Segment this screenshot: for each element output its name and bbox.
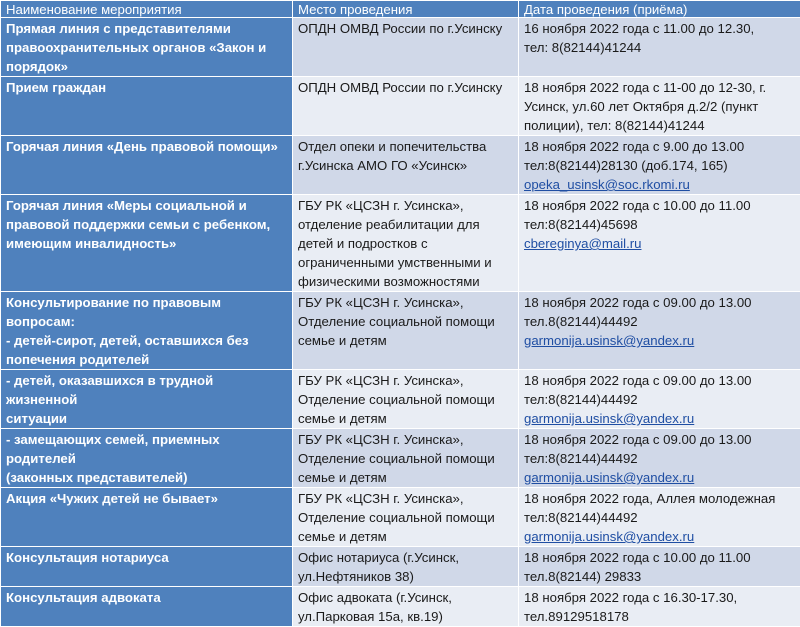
event-name-cell-line: - детей-сирот, детей, оставшихся без (6, 331, 287, 350)
email-link[interactable]: garmonija.usinsk@yandex.ru (524, 331, 795, 350)
event-name-cell (1, 195, 293, 292)
place-cell-line: ограниченными умственными и (298, 253, 513, 272)
event-name-cell-line: имеющим инвалидность» (6, 234, 287, 253)
date-cell-line: тел:8(82144)44492 (524, 449, 795, 468)
header-event: Наименование мероприятия (1, 1, 293, 18)
date-cell (519, 547, 800, 587)
event-name-cell (1, 429, 293, 488)
event-name-cell-line: Консультация адвоката (6, 588, 287, 607)
email-link[interactable]: garmonija.usinsk@yandex.ru (524, 409, 795, 428)
date-cell (519, 429, 800, 488)
place-cell-line: г.Усинска АМО ГО «Усинск» (298, 156, 513, 175)
email-link[interactable]: cbereginya@mail.ru (524, 234, 795, 253)
place-cell-line: Офис нотариуса (г.Усинск, (298, 548, 513, 567)
place-cell-line: ОПДН ОМВД России по г.Усинску (298, 78, 513, 97)
email-link[interactable]: garmonija.usinsk@yandex.ru (524, 527, 795, 546)
table-row (1, 136, 800, 195)
email-link[interactable]: garmonija.usinsk@yandex.ru (524, 468, 795, 487)
place-cell (293, 587, 519, 627)
date-cell-line: полиции), тел: 8(82144)41244 (524, 116, 795, 135)
event-name-cell (1, 136, 293, 195)
date-cell-line: тел: 8(82144)41244 (524, 38, 795, 57)
event-name-cell-line: (законных представителей) (6, 468, 287, 487)
date-cell-line: тел.8(82144) 29833 (524, 567, 795, 586)
table-row (1, 292, 800, 370)
date-cell-line: 18 ноября 2022 года с 11-00 до 12-30, г. (524, 78, 795, 97)
place-cell-line: ГБУ РК «ЦСЗН г. Усинска», (298, 489, 513, 508)
event-name-cell-line: Прямая линия с представителями (6, 19, 287, 38)
date-cell-line: Усинск, ул.60 лет Октября д.2/2 (пункт (524, 97, 795, 116)
header-place: Место проведения (293, 1, 519, 18)
event-name-cell (1, 547, 293, 587)
date-cell-line: 18 ноября 2022 года с 16.30-17.30, (524, 588, 795, 607)
table-row (1, 370, 800, 429)
date-cell (519, 77, 800, 136)
place-cell (293, 292, 519, 370)
event-name-cell-line: порядок» (6, 57, 287, 76)
place-cell-line: Отделение социальной помощи (298, 449, 513, 468)
place-cell (293, 195, 519, 292)
date-cell-line: 18 ноября 2022 года с 10.00 до 11.00 (524, 196, 795, 215)
place-cell-line: семье и детям (298, 527, 513, 546)
place-cell (293, 488, 519, 547)
table-row (1, 488, 800, 547)
date-cell-line: 18 ноября 2022 года с 09.00 до 13.00 (524, 371, 795, 390)
place-cell-line: ГБУ РК «ЦСЗН г. Усинска», (298, 371, 513, 390)
place-cell (293, 77, 519, 136)
event-name-cell (1, 292, 293, 370)
table-row (1, 587, 800, 627)
place-cell (293, 429, 519, 488)
place-cell-line: ГБУ РК «ЦСЗН г. Усинска», (298, 430, 513, 449)
date-cell-line: 16 ноября 2022 года с 11.00 до 12.30, (524, 19, 795, 38)
event-name-cell (1, 488, 293, 547)
email-link[interactable]: opeka_usinsk@soc.rkomi.ru (524, 175, 795, 194)
date-cell-line: 18 ноября 2022 года с 10.00 до 11.00 (524, 548, 795, 567)
place-cell (293, 136, 519, 195)
place-cell-line: семье и детям (298, 468, 513, 487)
place-cell-line: ул.Парковая 15а, кв.19) (298, 607, 513, 626)
date-cell (519, 136, 800, 195)
place-cell-line: ул.Нефтяников 38) (298, 567, 513, 586)
event-name-cell (1, 18, 293, 77)
place-cell-line: семье и детям (298, 409, 513, 428)
date-cell-line: 18 ноября 2022 года, Аллея молодежная (524, 489, 795, 508)
event-name-cell-line: Горячая линия «Меры социальной и (6, 196, 287, 215)
date-cell-line: тел:8(82144)44492 (524, 390, 795, 409)
event-name-cell-line: правовой поддержки семьи с ребенком, (6, 215, 287, 234)
date-cell-line: тел:8(82144)44492 (524, 508, 795, 527)
place-cell-line: Отделение социальной помощи (298, 312, 513, 331)
date-cell (519, 292, 800, 370)
place-cell-line: детей и подростков с (298, 234, 513, 253)
date-cell (519, 370, 800, 429)
date-cell-line: тел.89129518178 (524, 607, 795, 626)
event-name-cell-line: Акция «Чужих детей не бывает» (6, 489, 287, 508)
date-cell-line: тел:8(82144)45698 (524, 215, 795, 234)
place-cell-line: Отделение социальной помощи (298, 390, 513, 409)
date-cell (519, 488, 800, 547)
table-row (1, 547, 800, 587)
place-cell-line: Офис адвоката (г.Усинск, (298, 588, 513, 607)
event-name-cell-line: Горячая линия «День правовой помощи» (6, 137, 287, 156)
event-name-cell-line: правоохранительных органов «Закон и (6, 38, 287, 57)
table-row (1, 77, 800, 136)
event-name-cell-line: попечения родителей (6, 350, 287, 369)
event-name-cell-line: - детей, оказавшихся в трудной жизненной (6, 371, 287, 409)
place-cell-line: Отделение социальной помощи (298, 508, 513, 527)
event-name-cell (1, 77, 293, 136)
table-row (1, 18, 800, 77)
event-name-cell (1, 587, 293, 627)
place-cell-line: ОПДН ОМВД России по г.Усинску (298, 19, 513, 38)
date-cell-line: тел:8(82144)28130 (доб.174, 165) (524, 156, 795, 175)
place-cell-line: ГБУ РК «ЦСЗН г. Усинска», (298, 196, 513, 215)
place-cell-line: отделение реабилитации для (298, 215, 513, 234)
date-cell (519, 587, 800, 627)
event-name-cell-line: Прием граждан (6, 78, 287, 97)
header-date: Дата проведения (приёма) (519, 1, 800, 18)
table-row (1, 195, 800, 292)
header-row (1, 1, 800, 18)
place-cell-line: физическими возможностями (298, 272, 513, 291)
event-name-cell (1, 370, 293, 429)
event-name-cell-line: ситуации (6, 409, 287, 428)
event-name-cell-line: - замещающих семей, приемных родителей (6, 430, 287, 468)
event-name-cell-line: Консультирование по правовым вопросам: (6, 293, 287, 331)
date-cell (519, 18, 800, 77)
place-cell (293, 547, 519, 587)
place-cell (293, 18, 519, 77)
date-cell-line: тел.8(82144)44492 (524, 312, 795, 331)
date-cell-line: 18 ноября 2022 года с 9.00 до 13.00 (524, 137, 795, 156)
date-cell-line: 18 ноября 2022 года с 09.00 до 13.00 (524, 293, 795, 312)
date-cell (519, 195, 800, 292)
place-cell-line: Отдел опеки и попечительства (298, 137, 513, 156)
place-cell-line: ГБУ РК «ЦСЗН г. Усинска», (298, 293, 513, 312)
date-cell-line: 18 ноября 2022 года с 09.00 до 13.00 (524, 430, 795, 449)
event-name-cell-line: Консультация нотариуса (6, 548, 287, 567)
place-cell-line: семье и детям (298, 331, 513, 350)
table-row (1, 429, 800, 488)
place-cell (293, 370, 519, 429)
